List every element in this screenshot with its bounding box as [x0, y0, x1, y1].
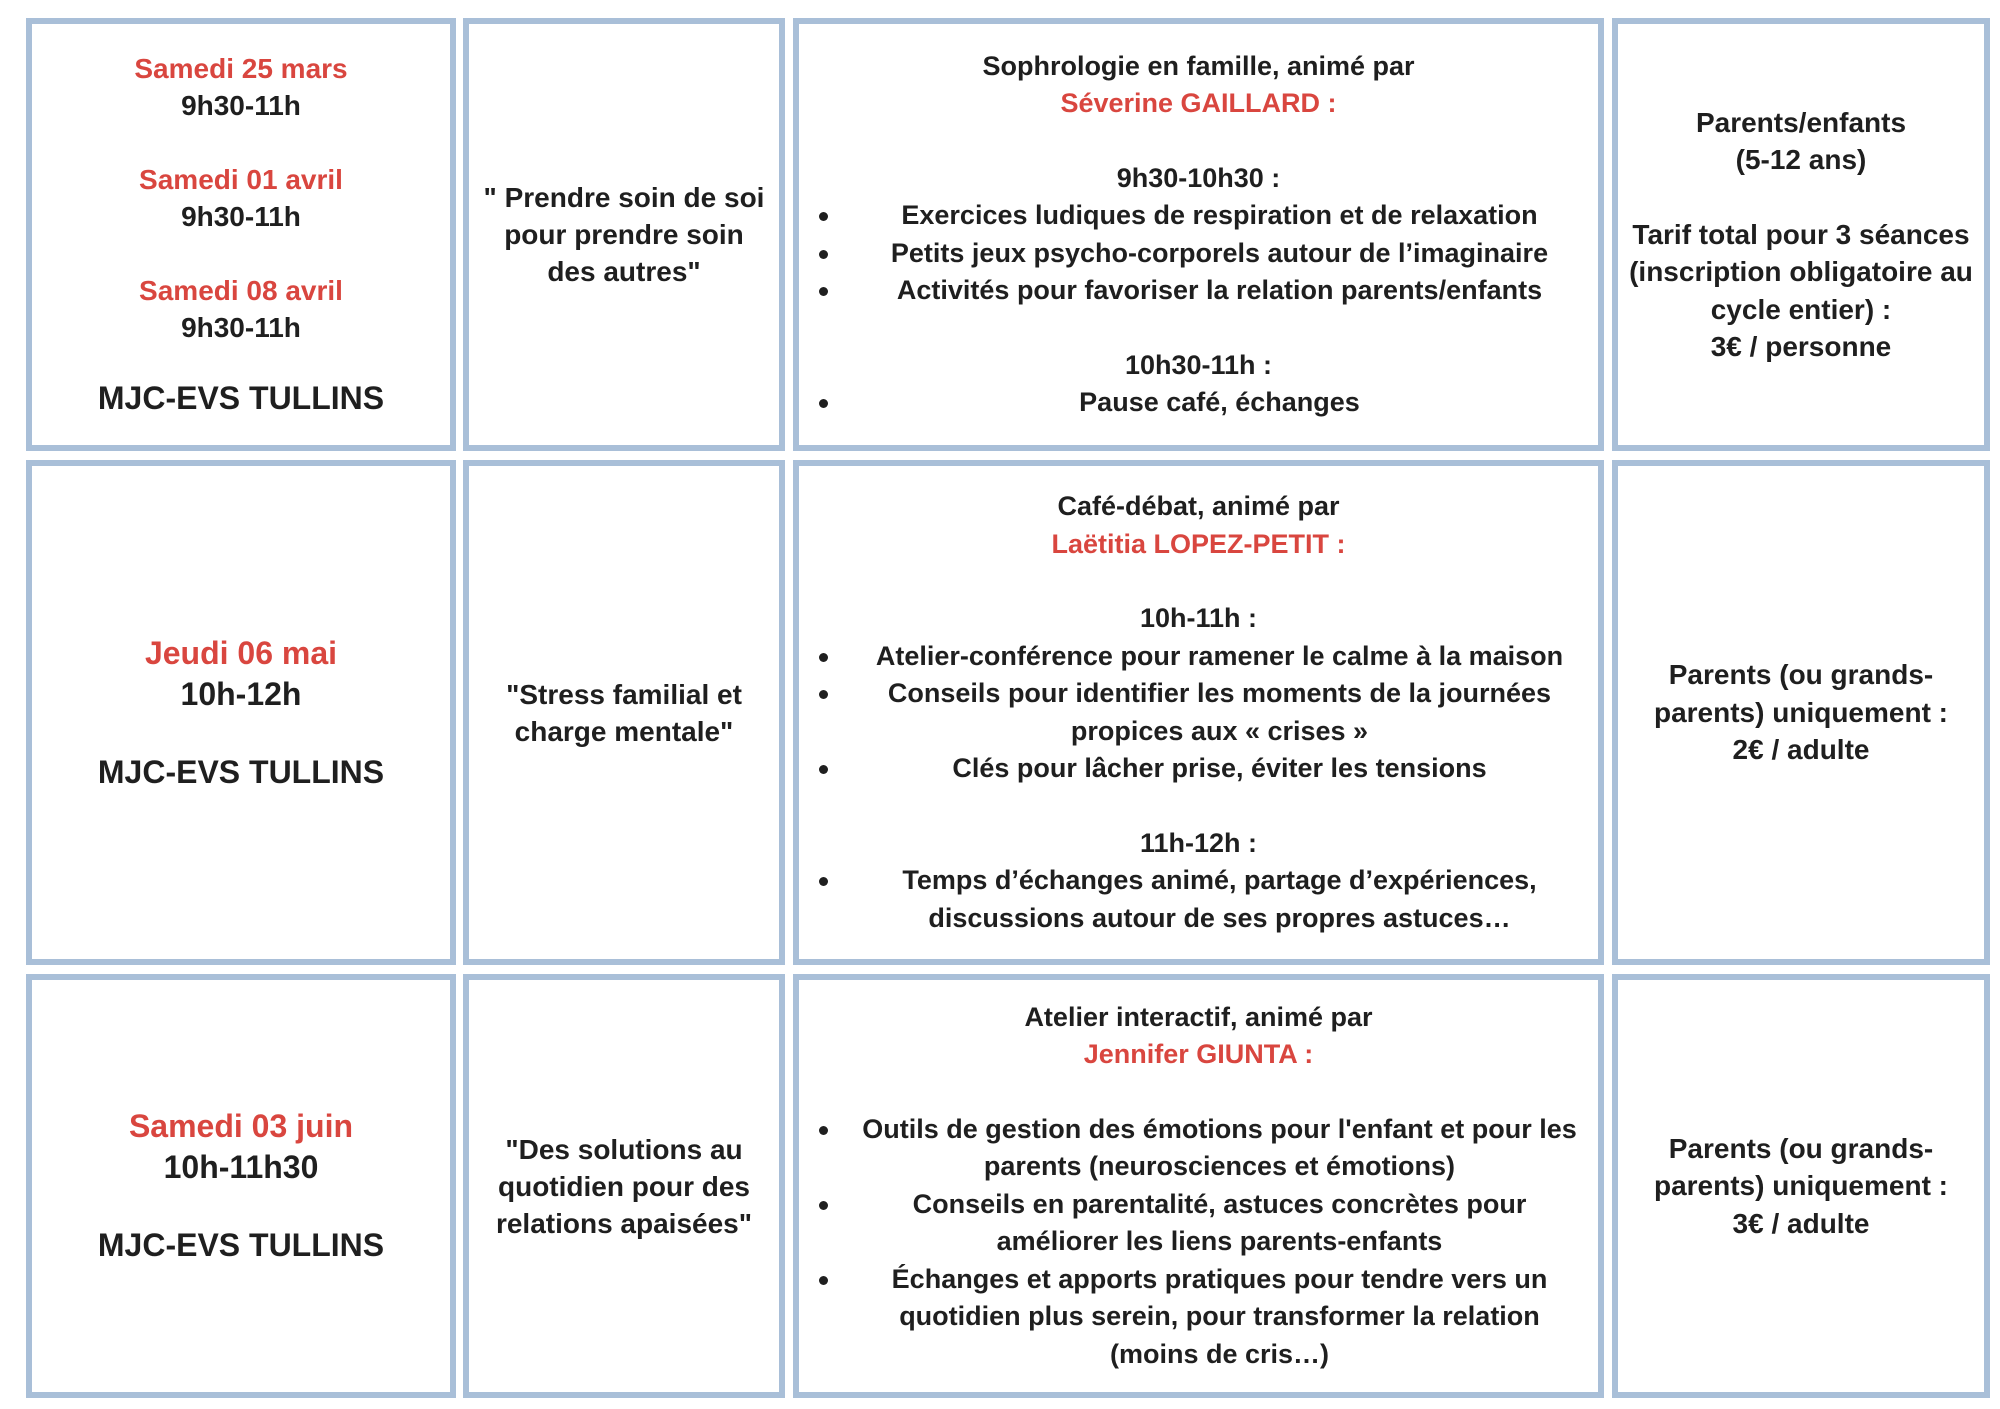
row2-theme: "Stress familial et charge mentale" [506, 678, 742, 747]
list-item: Petits jeux psycho-corporels autour de l’imaginaire [813, 235, 1584, 273]
list-item: Clés pour lâcher prise, éviter les tensions [813, 750, 1584, 788]
row2-price: 2€ / adulte [1732, 734, 1870, 766]
row2-audience: Parents (ou grands-parents) uniquement : [1653, 659, 1948, 728]
row1-date-2: Samedi 01 avril [139, 164, 343, 195]
row1-place: MJC-EVS TULLINS [97, 380, 385, 416]
list-item: Activités pour favoriser la relation parents/enfants [813, 272, 1584, 310]
row1-theme: " Prendre soin de soi pour prendre soin des autres" [483, 182, 765, 287]
row3-date: Samedi 03 juin [128, 1108, 354, 1144]
row2-date-cell [26, 460, 456, 965]
row2-section-2-list [813, 862, 1584, 937]
row2-date: Jeudi 06 mai [144, 634, 338, 671]
list-item: Pause café, échanges [813, 384, 1584, 422]
list-item: Échanges et apports pratiques pour tendre vers un quotidien plus serein, pour transformer la relation (moins de cris…) [813, 1261, 1584, 1374]
list-item: Conseils pour identifier les moments de la journées propices aux « crises » [813, 675, 1584, 750]
row3-time: 10h-11h30 [163, 1149, 319, 1185]
row2-theme-cell [463, 460, 785, 965]
row1-tariff: Tarif total pour 3 séances (inscription obligatoire au cycle entier) : [1629, 218, 1973, 325]
row3-theme-cell [463, 974, 785, 1398]
row3-audience: Parents (ou grands-parents) uniquement : [1653, 1132, 1948, 1202]
row3-intro: Atelier interactif, animé par [1024, 1001, 1373, 1032]
row1-time-2: 9h30-11h [181, 201, 301, 232]
row2-time: 10h-12h [180, 675, 302, 712]
list-item: Conseils en parentalité, astuces concrètes pour améliorer les liens parents-enfants [813, 1186, 1584, 1261]
row1-time-1: 9h30-11h [181, 90, 301, 121]
row2-section-2-time: 11h-12h : [1139, 827, 1258, 858]
row3-price: 3€ / adulte [1732, 1207, 1870, 1239]
list-item: Atelier-conférence pour ramener le calme à la maison [813, 638, 1584, 676]
list-item: Exercices ludiques de respiration et de relaxation [813, 197, 1584, 235]
row2-place: MJC-EVS TULLINS [97, 753, 385, 790]
row3-date-cell [26, 974, 456, 1398]
list-item: Outils de gestion des émotions pour l'enfant et pour les parents (neurosciences et émotions) [813, 1111, 1584, 1186]
row1-price: 3€ / personne [1710, 331, 1892, 362]
row3-theme: "Des solutions au quotidien pour des relations apaisées" [495, 1133, 753, 1239]
row1-section-1-list [813, 197, 1584, 310]
row1-program-cell [793, 18, 1604, 451]
row2-section-1-list [813, 638, 1584, 788]
row3-list [813, 1111, 1584, 1374]
row3-program-cell [793, 974, 1604, 1398]
row3-host: Jennifer GIUNTA : [1083, 1039, 1314, 1070]
list-item: Temps d’échanges animé, partage d’expériences, discussions autour de ses propres astuces… [813, 862, 1584, 937]
row3-place: MJC-EVS TULLINS [97, 1227, 385, 1263]
row2-host: Laëtitia LOPEZ-PETIT : [1051, 528, 1346, 559]
row3-price-cell [1612, 974, 1990, 1398]
row1-price-cell [1612, 18, 1990, 451]
row1-date-cell [26, 18, 456, 451]
row1-time-3: 9h30-11h [181, 312, 301, 343]
row2-intro: Café-débat, animé par [1057, 491, 1340, 521]
row2-program-cell [793, 460, 1604, 965]
row1-section-1-time: 9h30-10h30 : [1116, 162, 1281, 193]
row2-price-cell [1612, 460, 1990, 965]
row1-host: Séverine GAILLARD : [1060, 88, 1337, 118]
row1-date-3: Samedi 08 avril [139, 275, 343, 306]
row1-intro: Sophrologie en famille, animé par [982, 50, 1415, 81]
row1-section-2-list [813, 384, 1584, 422]
row1-audience: Parents/enfants [1695, 106, 1907, 138]
row1-theme-cell [463, 18, 785, 451]
row1-age: (5-12 ans) [1735, 144, 1867, 175]
row1-section-2-time: 10h30-11h : [1124, 349, 1273, 380]
row1-date-1: Samedi 25 mars [134, 53, 348, 84]
row2-section-1-time: 10h-11h : [1139, 603, 1258, 633]
